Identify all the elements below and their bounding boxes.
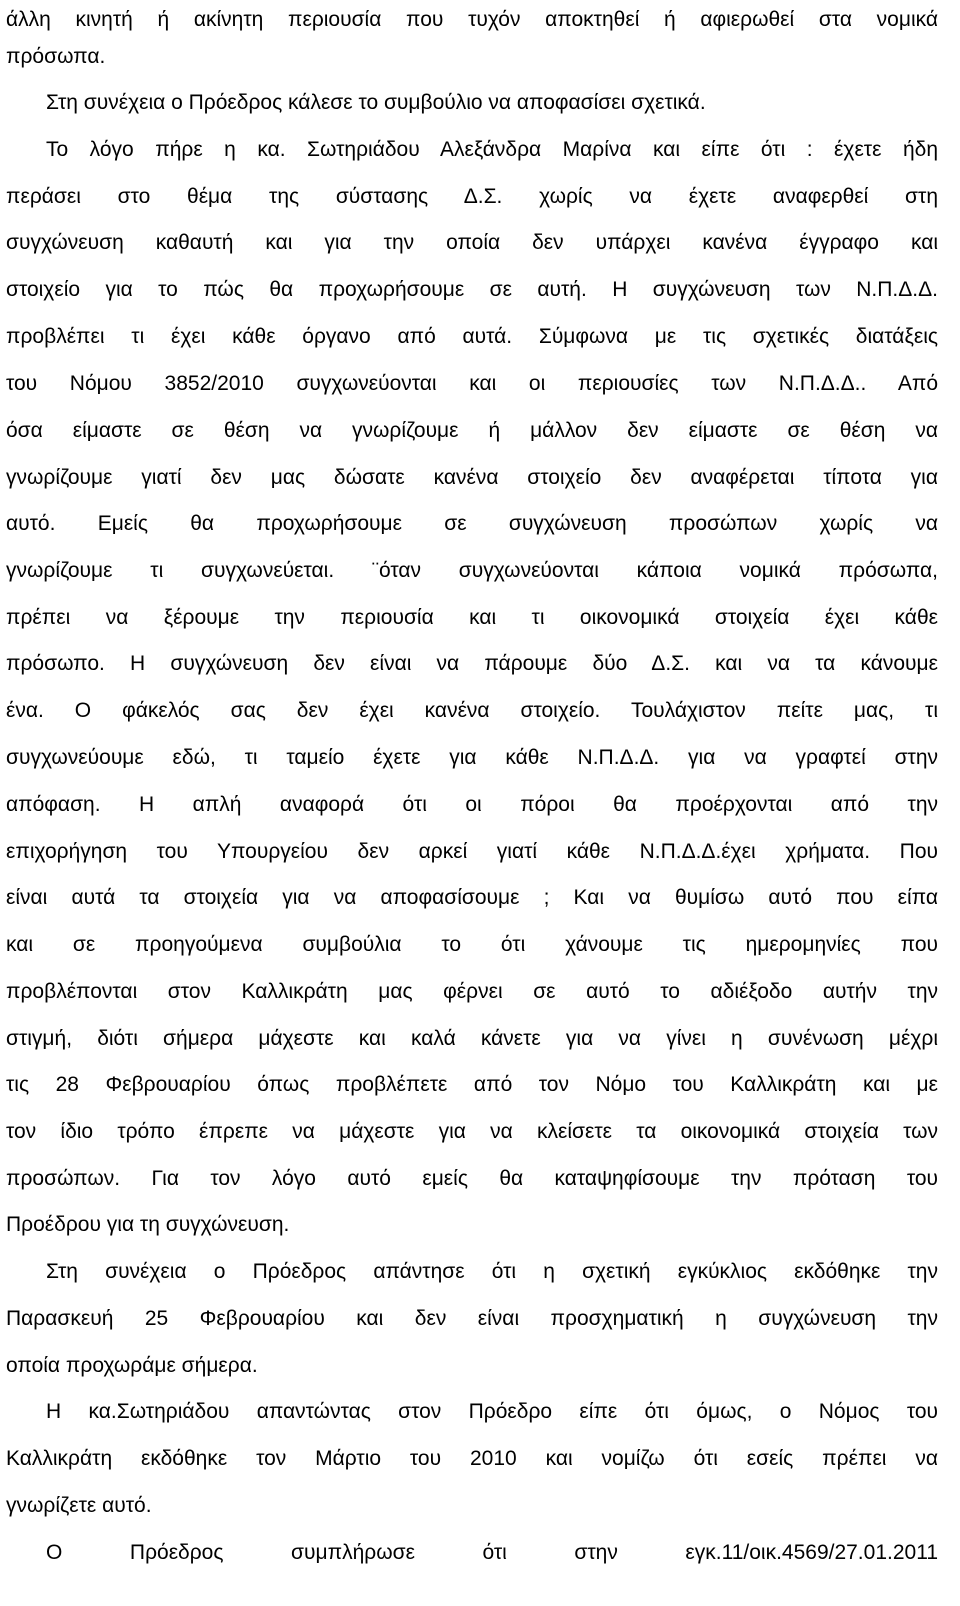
text-line: Παρασκευή 25 Φεβρουαρίου και δεν είναι προσχηματική η συγχώνευση την (6, 1307, 938, 1330)
text-line: πρέπει να ξέρουμε την περιουσία και τι οικονομικά στοιχεία έχει κάθε (6, 606, 938, 629)
text-line: στοιχείο για το πώς θα προχωρήσουμε σε αυτή. Η συγχώνευση των Ν.Π.Δ.Δ. (6, 278, 938, 301)
text-line: Καλλικράτη εκδόθηκε τον Μάρτιο του 2010 και νομίζω ότι εσείς πρέπει να (6, 1447, 938, 1470)
text-line: Στη συνέχεια ο Πρόεδρος απάντησε ότι η σχετική εγκύκλιος εκδόθηκε την (46, 1260, 938, 1283)
text-line: Στη συνέχεια ο Πρόεδρος κάλεσε το συμβούλιο να αποφασίσει σχετικά. (46, 91, 706, 114)
text-line: προσώπων. Για τον λόγο αυτό εμείς θα καταψηφίσουμε την πρόταση του (6, 1167, 938, 1190)
text-line: γνωρίζουμε τι συγχωνεύεται. ¨όταν συγχωνεύονται κάποια νομικά πρόσωπα, (6, 559, 938, 582)
text-line: ένα. Ο φάκελός σας δεν έχει κανένα στοιχείο. Τουλάχιστον πείτε μας, τι (6, 699, 938, 722)
text-line: στιγμή, διότι σήμερα μάχεστε και καλά κάνετε για να γίνει η συνένωση μέχρι (6, 1027, 938, 1050)
text-line: όσα είμαστε σε θέση να γνωρίζουμε ή μάλλον δεν είμαστε σε θέση να (6, 419, 938, 442)
text-line: συγχωνεύουμε εδώ, τι ταμείο έχετε για κάθε Ν.Π.Δ.Δ. για να γραφτεί στην (6, 746, 938, 769)
text-line: του Νόμου 3852/2010 συγχωνεύονται και οι περιουσίες των Ν.Π.Δ.Δ.. Από (6, 372, 938, 395)
text-line: προβλέπονται στον Καλλικράτη μας φέρνει σε αυτό το αδιέξοδο αυτήν την (6, 980, 938, 1003)
text-line: Ο Πρόεδρος συμπλήρωσε ότι στην εγκ.11/οικ.4569/27.01.2011 (46, 1541, 938, 1564)
text-line: πρόσωπα. (6, 45, 106, 68)
text-line: τις 28 Φεβρουαρίου όπως προβλέπετε από τον Νόμο του Καλλικράτη και με (6, 1073, 938, 1096)
text-line: απόφαση. Η απλή αναφορά ότι οι πόροι θα προέρχονται από την (6, 793, 938, 816)
text-line: συγχώνευση καθαυτή και για την οποία δεν υπάρχει κανένα έγγραφο και (6, 231, 938, 254)
text-line: είναι αυτά τα στοιχεία για να αποφασίσουμε ; Και να θυμίσω αυτό που είπα (6, 886, 938, 909)
text-line: περάσει στο θέμα της σύστασης Δ.Σ. χωρίς να έχετε αναφερθεί στη (6, 185, 938, 208)
text-line: προβλέπει τι έχει κάθε όργανο από αυτά. Σύμφωνα με τις σχετικές διατάξεις (6, 325, 938, 348)
text-line: Προέδρου για τη συγχώνευση. (6, 1213, 290, 1236)
text-line: άλλη κινητή ή ακίνητη περιουσία που τυχόν αποκτηθεί ή αφιερωθεί στα νομικά (6, 8, 938, 31)
text-line: επιχορήγηση του Υπουργείου δεν αρκεί γιατί κάθε Ν.Π.Δ.Δ.έχει χρήματα. Που (6, 840, 938, 863)
text-line: πρόσωπο. Η συγχώνευση δεν είναι να πάρουμε δύο Δ.Σ. και να τα κάνουμε (6, 652, 938, 675)
text-line: τον ίδιο τρόπο έπρεπε να μάχεστε για να κλείσετε τα οικονομικά στοιχεία των (6, 1120, 938, 1143)
text-line: γνωρίζουμε γιατί δεν μας δώσατε κανένα στοιχείο δεν αναφέρεται τίποτα για (6, 466, 938, 489)
text-line: οποία προχωράμε σήμερα. (6, 1354, 258, 1377)
text-line: γνωρίζετε αυτό. (6, 1494, 152, 1517)
text-line: Το λόγο πήρε η κα. Σωτηριάδου Αλεξάνδρα Μαρίνα και είπε ότι : έχετε ήδη (46, 138, 938, 161)
text-line: Η κα.Σωτηριάδου απαντώντας στον Πρόεδρο είπε ότι όμως, ο Νόμος του (46, 1400, 938, 1423)
text-line: αυτό. Εμείς θα προχωρήσουμε σε συγχώνευση προσώπων χωρίς να (6, 512, 938, 535)
text-line: και σε προηγούμενα συμβούλια το ότι χάνουμε τις ημερομηνίες που (6, 933, 938, 956)
